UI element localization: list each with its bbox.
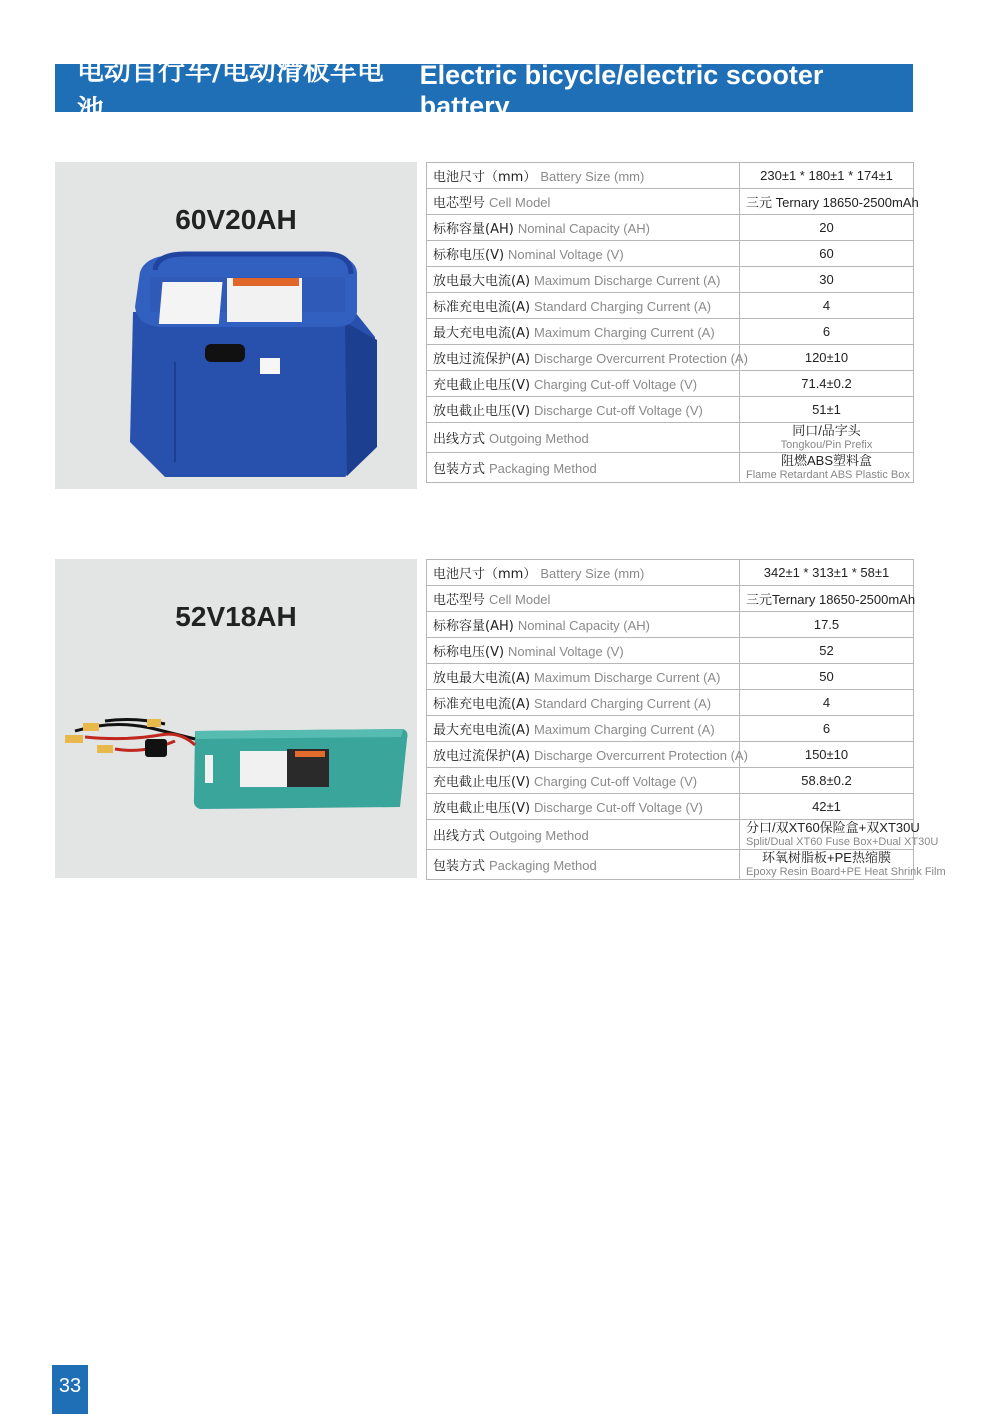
- table-row: [427, 612, 914, 638]
- spec-value: 17.5: [740, 612, 914, 638]
- spec-value: 4: [740, 690, 914, 716]
- spec-label-en: Charging Cut-off Voltage (V): [534, 774, 698, 789]
- spec-value-cn: 阻燃ABS塑料盒: [780, 452, 872, 468]
- table-row: [427, 768, 914, 794]
- spec-label-cn: 电池尺寸（mm）: [433, 170, 537, 185]
- table-row: [427, 215, 914, 241]
- spec-label-en: Discharge Cut-off Voltage (V): [534, 403, 703, 418]
- spec-label-en: Battery Size (mm): [540, 566, 645, 581]
- table-row: [427, 850, 914, 880]
- spec-label-en: Packaging Method: [489, 858, 597, 873]
- spec-value-cn: 环氧树脂板+PE热缩膜: [762, 849, 891, 865]
- spec-label-cn: 出线方式: [433, 432, 486, 447]
- spec-label-en: Discharge Overcurrent Protection (A): [534, 351, 748, 366]
- table-row: [427, 586, 914, 612]
- spec-label-cn: 最大充电电流(A): [433, 723, 531, 738]
- spec-label-cn: 标称电压(V): [433, 248, 505, 263]
- header-title-en: Electric bicycle/electric scooter battery: [419, 60, 824, 121]
- product-card: [55, 559, 946, 878]
- spec-table: [426, 559, 946, 880]
- spec-label-cn: 标准充电电流(A): [433, 697, 531, 712]
- table-row: [427, 560, 914, 586]
- spec-label-en: Maximum Discharge Current (A): [534, 670, 721, 685]
- spec-value: [740, 819, 939, 850]
- spec-label-en: Maximum Charging Current (A): [534, 722, 715, 737]
- spec-label-cn: 放电截止电压(V): [433, 801, 531, 816]
- header-title-cn: 电动自行车/电动滑板车电池: [77, 56, 384, 126]
- spec-value: 42±1: [740, 794, 914, 820]
- spec-label-cn: 标准充电电流(A): [433, 300, 531, 315]
- spec-label-en: Maximum Discharge Current (A): [534, 273, 721, 288]
- spec-label-en: Packaging Method: [489, 461, 597, 476]
- spec-value: 20: [740, 215, 914, 241]
- table-row: [427, 345, 914, 371]
- table-row: [427, 638, 914, 664]
- spec-label-cn: 放电最大电流(A): [433, 671, 531, 686]
- spec-label-cn: 放电过流保护(A): [433, 749, 531, 764]
- spec-value-cn: 同口/品字头: [792, 422, 861, 438]
- spec-value: 三元 Ternary 18650-2500mAh: [740, 189, 914, 215]
- spec-label-en: Discharge Overcurrent Protection (A): [534, 748, 748, 763]
- spec-value: 51±1: [740, 397, 914, 423]
- spec-label-cn: 充电截止电压(V): [433, 378, 531, 393]
- spec-label-cn: 放电截止电压(V): [433, 404, 531, 419]
- spec-label-en: Nominal Capacity (AH): [517, 618, 651, 633]
- spec-value-en: Flame Retardant ABS Plastic Box: [746, 468, 910, 481]
- product-card: [55, 162, 919, 489]
- spec-label-en: Outgoing Method: [489, 828, 589, 843]
- table-row: [427, 742, 914, 768]
- spec-value: [740, 453, 914, 483]
- table-row: [427, 371, 914, 397]
- spec-value-en: Split/Dual XT60 Fuse Box+Dual XT30U: [746, 835, 939, 848]
- product-photo-panel: [55, 559, 417, 878]
- table-row: [427, 690, 914, 716]
- product-photo-panel: [55, 162, 417, 489]
- table-row: [427, 794, 914, 820]
- spec-label-en: Nominal Voltage (V): [508, 247, 624, 262]
- spec-label-en: Discharge Cut-off Voltage (V): [534, 800, 703, 815]
- spec-label-cn: 充电截止电压(V): [433, 775, 531, 790]
- table-row: [427, 820, 914, 850]
- product-model-title: 60V20AH: [175, 204, 297, 235]
- spec-value: [740, 849, 946, 880]
- table-row: [427, 241, 914, 267]
- spec-value: 52: [740, 638, 914, 664]
- spec-value: 60: [740, 241, 914, 267]
- spec-value: 6: [740, 716, 914, 742]
- blue-box-battery-image: [55, 162, 417, 489]
- spec-value: 4: [740, 293, 914, 319]
- spec-value: 230±1 * 180±1 * 174±1: [740, 163, 914, 189]
- spec-value: 150±10: [740, 742, 914, 768]
- spec-label-en: Standard Charging Current (A): [534, 696, 712, 711]
- spec-label-cn: 电芯型号: [433, 593, 486, 608]
- spec-value: 30: [740, 267, 914, 293]
- spec-value: 6: [740, 319, 914, 345]
- spec-label-cn: 包装方式: [433, 859, 486, 874]
- spec-label-en: Battery Size (mm): [540, 169, 645, 184]
- spec-value-en: Epoxy Resin Board+PE Heat Shrink Film: [746, 865, 946, 878]
- spec-table: [426, 162, 919, 483]
- table-row: [427, 453, 914, 483]
- spec-label-en: Nominal Capacity (AH): [517, 221, 651, 236]
- spec-label-cn: 放电过流保护(A): [433, 352, 531, 367]
- spec-value-cn: 分口/双XT60保险盒+双XT30U: [746, 819, 920, 835]
- spec-label-cn: 标称容量(AH): [433, 222, 514, 237]
- spec-value: [740, 423, 914, 453]
- table-row: [427, 189, 914, 215]
- table-row: [427, 163, 914, 189]
- spec-label-cn: 放电最大电流(A): [433, 274, 531, 289]
- table-row: [427, 319, 914, 345]
- spec-label-en: Standard Charging Current (A): [534, 299, 712, 314]
- spec-label-cn: 标称电压(V): [433, 645, 505, 660]
- spec-value: 58.8±0.2: [740, 768, 914, 794]
- spec-label-en: Outgoing Method: [489, 431, 589, 446]
- spec-value-en: Tongkou/Pin Prefix: [780, 438, 873, 451]
- spec-value: 71.4±0.2: [740, 371, 914, 397]
- table-row: [427, 397, 914, 423]
- product-model-title: 52V18AH: [175, 601, 297, 632]
- spec-label-cn: 标称容量(AH): [433, 619, 514, 634]
- spec-label-cn: 包装方式: [433, 462, 486, 477]
- spec-value: 120±10: [740, 345, 914, 371]
- spec-value: 50: [740, 664, 914, 690]
- page-header-bar: [55, 56, 913, 126]
- spec-label-en: Maximum Charging Current (A): [534, 325, 715, 340]
- spec-value: 三元Ternary 18650-2500mAh: [740, 586, 914, 612]
- spec-label-en: Cell Model: [489, 195, 551, 210]
- spec-label-cn: 最大充电电流(A): [433, 326, 531, 341]
- table-row: [427, 664, 914, 690]
- spec-label-cn: 电池尺寸（mm）: [433, 567, 537, 582]
- spec-label-en: Nominal Voltage (V): [508, 644, 624, 659]
- table-row: [427, 293, 914, 319]
- spec-value: 342±1 * 313±1 * 58±1: [740, 560, 914, 586]
- spec-label-en: Charging Cut-off Voltage (V): [534, 377, 698, 392]
- spec-label-cn: 电芯型号: [433, 196, 486, 211]
- page-number: 33: [52, 1365, 88, 1414]
- teal-pack-battery-image: [55, 559, 417, 878]
- table-row: [427, 423, 914, 453]
- spec-label-cn: 出线方式: [433, 829, 486, 844]
- spec-label-en: Cell Model: [489, 592, 551, 607]
- table-row: [427, 716, 914, 742]
- table-row: [427, 267, 914, 293]
